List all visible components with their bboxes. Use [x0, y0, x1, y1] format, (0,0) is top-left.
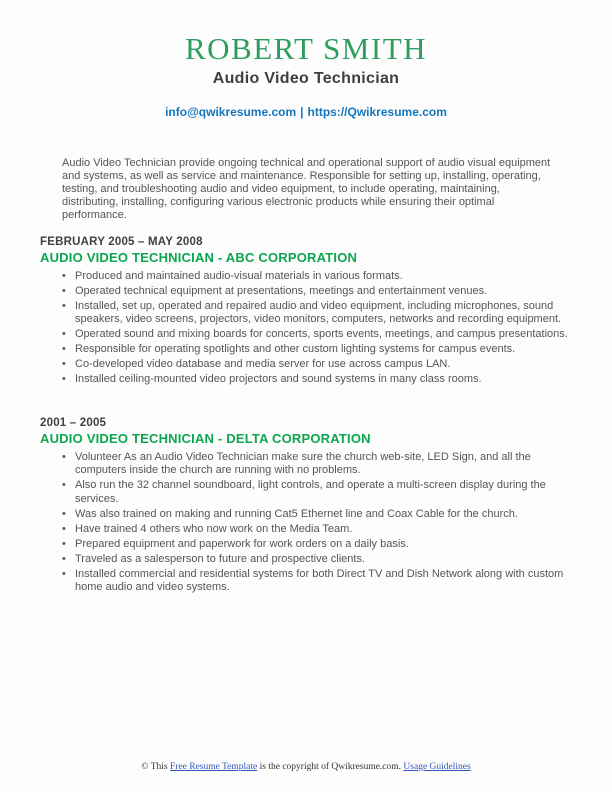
bullet-item: • Volunteer As an Audio Video Technician make sure the church web-site, LED Sign, and all the computers inside the church are running with no problems.	[62, 451, 568, 478]
copyright-footer	[0, 762, 612, 772]
candidate-name: ROBERT SMITH	[184, 31, 428, 66]
experience-section-delta	[40, 417, 568, 595]
section-title: AUDIO VIDEO TECHNICIAN - DELTA CORPORATION	[40, 430, 371, 446]
bullet-item: • Operated technical equipment at presentations, meetings and entertainment venues.	[62, 285, 568, 299]
bullet-item: • Was also trained on making and running Cat5 Ethernet line and Coax Cable for the church.	[62, 508, 568, 522]
section-dates: FEBRUARY 2005 – MAY 2008	[40, 235, 203, 248]
contact-line	[0, 105, 612, 119]
bullet-item: • Prepared equipment and paperwork for work orders on a daily basis.	[62, 538, 568, 552]
footer-text-prefix: © This	[141, 762, 170, 772]
bullet-item: • Responsible for operating spotlights and other custom lighting systems for campus events.	[62, 343, 568, 357]
bullet-list	[40, 270, 568, 387]
footer-text-middle: is the copyright of Qwikresume.com.	[257, 762, 404, 772]
bullet-item: • Installed commercial and residential systems for both Direct TV and Dish Network along with custom home audio and video systems.	[62, 568, 568, 595]
bullet-item: • Produced and maintained audio-visual materials in various formats.	[62, 270, 568, 284]
resume-header	[0, 0, 612, 119]
bullet-item: • Installed, set up, operated and repaired audio and video equipment, including microphones, sound speakers, video screens, projectors, video monitors, computers, networks and recording equipment.	[62, 300, 568, 327]
section-title: AUDIO VIDEO TECHNICIAN - ABC CORPORATION	[40, 249, 358, 265]
bullet-item: • Co-developed video database and media server for use across campus LAN.	[62, 358, 568, 372]
section-dates: 2001 – 2005	[40, 416, 107, 429]
bullet-item: • Operated sound and mixing boards for concerts, sports events, meetings, and campus presentations.	[62, 328, 568, 342]
website-link[interactable]: https://Qwikresume.com	[307, 104, 447, 119]
bullet-item: • Traveled as a salesperson to future and prospective clients.	[62, 553, 568, 567]
bullet-item: • Have trained 4 others who now work on the Media Team.	[62, 523, 568, 537]
experience-section-abc	[40, 236, 568, 387]
candidate-job-title: Audio Video Technician	[212, 69, 400, 87]
usage-guidelines-link[interactable]: Usage Guidelines	[403, 762, 471, 772]
contact-separator: |	[300, 104, 304, 119]
email-link[interactable]: info@qwikresume.com	[165, 104, 297, 119]
bullet-item: • Also run the 32 channel soundboard, light controls, and operate a multi-screen display during the services.	[62, 479, 568, 506]
bullet-list	[40, 451, 568, 595]
summary-paragraph: Audio Video Technician provide ongoing technical and operational support of audio visual equipment and systems, as well as service and maintenance. Responsible for setting up, installing, operating, testing, and troubleshooting audio and video equipment, to include operating, maintaining, distributing, installing, configuring various electronic products while ensuring their optimal performance.	[62, 156, 551, 221]
bullet-item: • Installed ceiling-mounted video projectors and sound systems in many class rooms.	[62, 373, 568, 387]
free-resume-template-link[interactable]: Free Resume Template	[169, 762, 258, 772]
